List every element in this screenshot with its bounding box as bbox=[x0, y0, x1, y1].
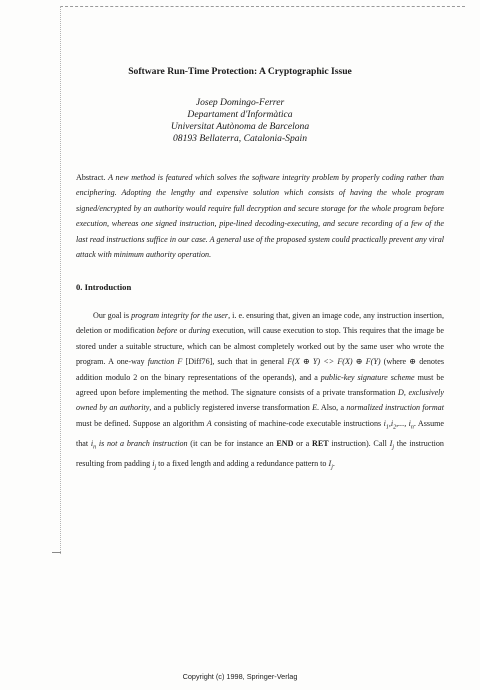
abstract-text: A new method is featured which solves the software integrity problem by properly coding rather than enciphering. Adopting the lengthy and expensive solution which consists of having the whole program signed/encrypted by an authority would require full decryption and secure storage for the whole program before execution, whereas one signed instruction, pipe-lined decoding-executing, and secure recording of a few of the last read instructions suffice in our case. A general use of the proposed system could practically prevent any viral attack with minimum authority operation. bbox=[76, 173, 444, 260]
author-name: Josep Domingo-Ferrer bbox=[195, 97, 285, 108]
intro-segment: i bbox=[390, 418, 394, 428]
intro-segment: i bbox=[152, 458, 155, 468]
author-address: 08193 Bellaterra, Catalonia-Spain bbox=[172, 133, 308, 144]
section-heading: 0. Introduction bbox=[76, 282, 132, 292]
author-department: Departament d'Informàtica bbox=[187, 109, 293, 120]
intro-segment: , i. e. ensuring that, given an image code, any instruction insertion, deletion or modification bbox=[76, 311, 444, 336]
scan-top-border bbox=[60, 6, 465, 7]
intro-segment: 2 bbox=[393, 424, 397, 431]
intro-segment: i bbox=[408, 418, 411, 428]
intro-segment: public-key signature scheme bbox=[320, 372, 415, 382]
intro-segment: A bbox=[206, 418, 212, 428]
intro-segment: j bbox=[392, 444, 395, 451]
scan-margin-tick bbox=[52, 552, 61, 553]
intro-segment: I bbox=[389, 438, 393, 448]
intro-segment: must be agreed upon before implementing the method. The signature consists of a private transformation bbox=[76, 372, 444, 398]
intro-segment: 1 bbox=[385, 424, 389, 431]
intro-segment: program integrity for the user bbox=[131, 311, 229, 320]
intro-segment: , bbox=[403, 388, 409, 398]
abstract-label: Abstract. bbox=[76, 173, 106, 182]
paper-title: Software Run-Time Protection: A Cryptographic Issue bbox=[128, 66, 352, 77]
intro-segment: consisting of machine-code executable instructions bbox=[211, 418, 384, 428]
intro-segment: the instruction resulting from padding bbox=[76, 438, 444, 468]
intro-segment: or bbox=[177, 326, 189, 336]
intro-segment: execution, will cause execution to stop. This requires that the image be stored under a suitable structure, which can be almost completely worked out by the same user who wrote the program. A one-way bbox=[76, 326, 444, 367]
intro-segment: before bbox=[156, 326, 178, 336]
intro-segment: during bbox=[188, 326, 211, 336]
intro-segment: D bbox=[397, 388, 404, 398]
intro-segment: . Assume that bbox=[76, 418, 445, 448]
intro-paragraph bbox=[76, 308, 444, 476]
intro-segment: ,..., bbox=[396, 418, 409, 428]
intro-segment: n bbox=[93, 444, 97, 451]
intro-segment: is not a branch instruction bbox=[96, 438, 188, 448]
author-block bbox=[0, 97, 480, 145]
intro-segment: exclusively owned by an authority bbox=[76, 388, 444, 413]
intro-segment: n bbox=[410, 424, 414, 431]
intro-segment: or a bbox=[293, 438, 312, 448]
intro-segment: normalized instruction format bbox=[346, 403, 444, 413]
intro-segment: j bbox=[331, 464, 333, 471]
intro-segment: I bbox=[328, 458, 332, 468]
scan-left-border bbox=[60, 6, 61, 554]
abstract bbox=[76, 170, 444, 262]
intro-segment: to a fixed length and adding a redundance pattern to bbox=[156, 458, 329, 468]
intro-segment: , bbox=[388, 418, 391, 428]
intro-segment: (where ⊕ denotes addition modulo 2 on the binary representations of the operands), and a bbox=[76, 357, 444, 382]
intro-segment: instruction). Call bbox=[328, 438, 390, 448]
intro-segment: . Also, a bbox=[317, 403, 347, 413]
intro-segment: i bbox=[90, 438, 94, 448]
intro-segment: F(X ⊕ Y) <> F(X) ⊕ F(Y) bbox=[287, 357, 381, 367]
intro-segment: , and a publicly registered inverse transformation bbox=[149, 403, 313, 413]
intro-segment: END bbox=[276, 438, 294, 448]
intro-segment: RET bbox=[311, 438, 329, 448]
intro-segment: (it can be for instance an bbox=[187, 438, 277, 448]
intro-segment: j bbox=[154, 464, 157, 471]
intro-segment: Our goal is bbox=[93, 311, 132, 320]
intro-segment: function F bbox=[147, 357, 183, 367]
intro-segment: . bbox=[332, 458, 335, 468]
author-university: Universitat Autònoma de Barcelona bbox=[170, 121, 310, 132]
intro-segment: i bbox=[383, 418, 386, 428]
intro-segment: must be defined. Suppose an algorithm bbox=[76, 418, 207, 428]
copyright-footer: Copyright (c) 1998, Springer-Verlag bbox=[182, 672, 298, 681]
intro-segment: [Diff76], such that in general bbox=[182, 357, 288, 367]
intro-segment: E bbox=[312, 403, 318, 413]
